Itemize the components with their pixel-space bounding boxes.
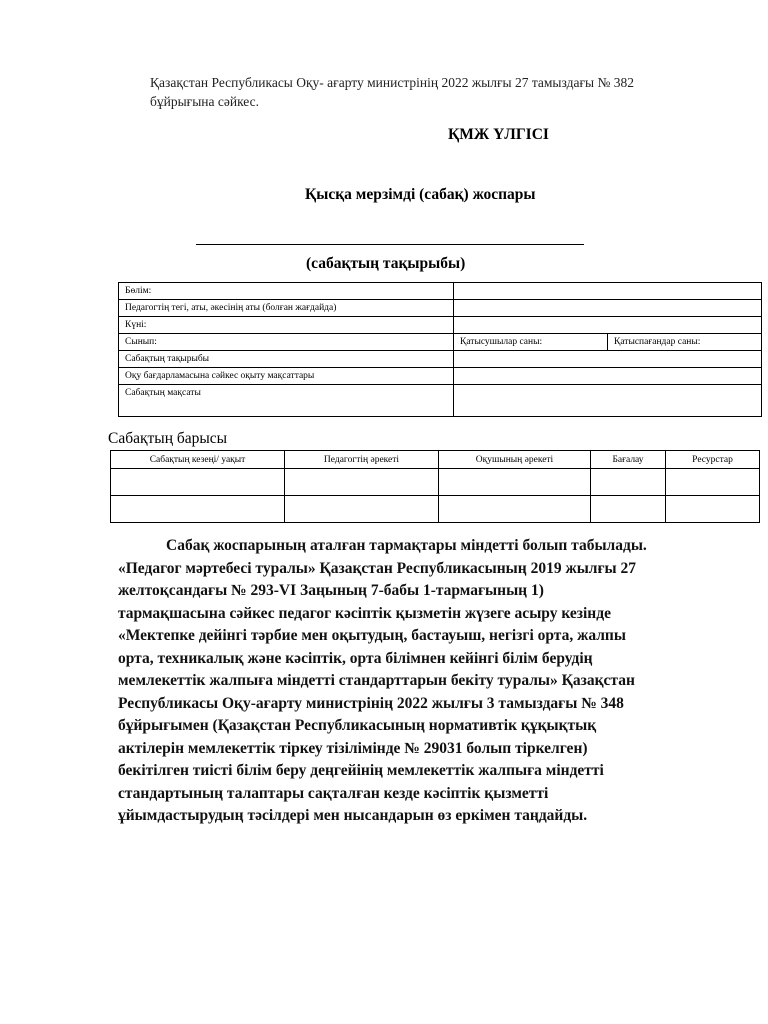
objectives-value[interactable]	[454, 368, 762, 385]
date-value[interactable]	[454, 317, 762, 334]
section-label: Бөлім:	[119, 283, 454, 300]
table-cell[interactable]	[111, 496, 285, 523]
note-line: орта, техникалық және кәсіптік, орта білімнен кейінгі білім берудің	[118, 649, 593, 667]
class-label: Сынып:	[119, 334, 454, 351]
table-cell[interactable]	[285, 496, 439, 523]
note-line: «Мектепке дейінгі тәрбие мен оқытудың, бастауыш, негізгі орта, жалпы	[118, 627, 626, 644]
objectives-label: Оқу бағдарламасына сәйкес оқыту мақсаттары	[119, 368, 454, 385]
plan-title: Қысқа мерзімді (сабақ) жоспары	[305, 186, 536, 203]
legal-note	[118, 535, 708, 828]
table-row	[119, 317, 762, 334]
table-row	[119, 351, 762, 368]
table-cell[interactable]	[111, 469, 285, 496]
table-cell[interactable]	[591, 469, 666, 496]
decree-reference	[150, 73, 750, 111]
note-line: Республикасы Оқу-ағарту министрінің 2022 жылғы 3 тамыздағы № 348	[118, 694, 624, 712]
absent-count-cell[interactable]: Қатыспағандар саны:	[608, 334, 762, 351]
course-heading: Сабақтың барысы	[108, 430, 228, 447]
note-line: актілерін мемлекеттік тіркеу тізілімінде № 29031 болып тіркелген)	[118, 739, 588, 757]
teacher-value[interactable]	[454, 300, 762, 317]
decree-line-2: бұйрығына сәйкес.	[150, 94, 259, 109]
lesson-course-table	[110, 450, 760, 523]
decree-line-1: Қазақстан Республикасы Оқу- ағарту министрінің 2022 жылғы 27 тамыздағы № 382	[150, 75, 634, 90]
lesson-topic-label: Сабақтың тақырыбы	[119, 351, 454, 368]
column-header-stage: Сабақтың кезеңі/ уақыт	[111, 451, 285, 469]
topic-caption: (сабақтың тақырыбы)	[306, 255, 466, 272]
column-header-student: Оқушының әрекеті	[439, 451, 591, 469]
table-row	[111, 496, 760, 523]
column-header-teacher: Педагогтің әрекеті	[285, 451, 439, 469]
form-title: ҚМЖ ҮЛГІСІ	[448, 126, 549, 143]
note-line: Сабақ жоспарының аталған тармақтары міндетті болып табылады.	[166, 537, 647, 554]
table-cell[interactable]	[439, 496, 591, 523]
lesson-info-table	[118, 282, 762, 417]
note-line: стандартының талаптары сақталған кезде кәсіптік қызметті	[118, 784, 549, 802]
column-header-resources: Ресурстар	[666, 451, 760, 469]
table-cell[interactable]	[439, 469, 591, 496]
note-line: «Педагог мәртебесі туралы» Қазақстан Республикасының 2019 жылғы 27	[118, 559, 637, 577]
note-line: желтоқсандағы № 293-VI Заңының 7-бабы 1-тармағының 1)	[118, 582, 544, 599]
table-cell[interactable]	[591, 496, 666, 523]
table-row	[119, 334, 762, 351]
note-line: бекітілген тиісті білім беру деңгейінің мемлекеттік жалпыға міндетті	[118, 762, 604, 779]
table-row	[119, 368, 762, 385]
topic-underline	[196, 244, 584, 245]
note-line: тармақшасына сәйкес педагог кәсіптік қызметін жүзеге асыру кезінде	[118, 604, 611, 622]
table-row	[119, 283, 762, 300]
table-row	[111, 469, 760, 496]
table-row	[119, 300, 762, 317]
table-header-row	[111, 451, 760, 469]
teacher-label: Педагогтің тегі, аты, әкесінің аты (болған жағдайда)	[119, 300, 454, 317]
date-label: Күні:	[119, 317, 454, 334]
table-cell[interactable]	[666, 496, 760, 523]
note-line: бұйрығымен (Қазақстан Республикасының нормативтік құқықтық	[118, 717, 597, 734]
lesson-goal-value[interactable]	[454, 385, 762, 417]
note-line: ұйымдастырудың тәсілдері мен нысандарын өз еркімен таңдайды.	[118, 807, 588, 824]
note-line: мемлекеттік жалпыға міндетті стандарттарын бекіту туралы» Қазақстан	[118, 672, 635, 689]
table-cell[interactable]	[666, 469, 760, 496]
section-value[interactable]	[454, 283, 762, 300]
table-cell[interactable]	[285, 469, 439, 496]
lesson-topic-value[interactable]	[454, 351, 762, 368]
table-row	[119, 385, 762, 417]
lesson-goal-label: Сабақтың мақсаты	[119, 385, 454, 417]
column-header-assessment: Бағалау	[591, 451, 666, 469]
present-count-cell[interactable]: Қатысушылар саны:	[454, 334, 608, 351]
